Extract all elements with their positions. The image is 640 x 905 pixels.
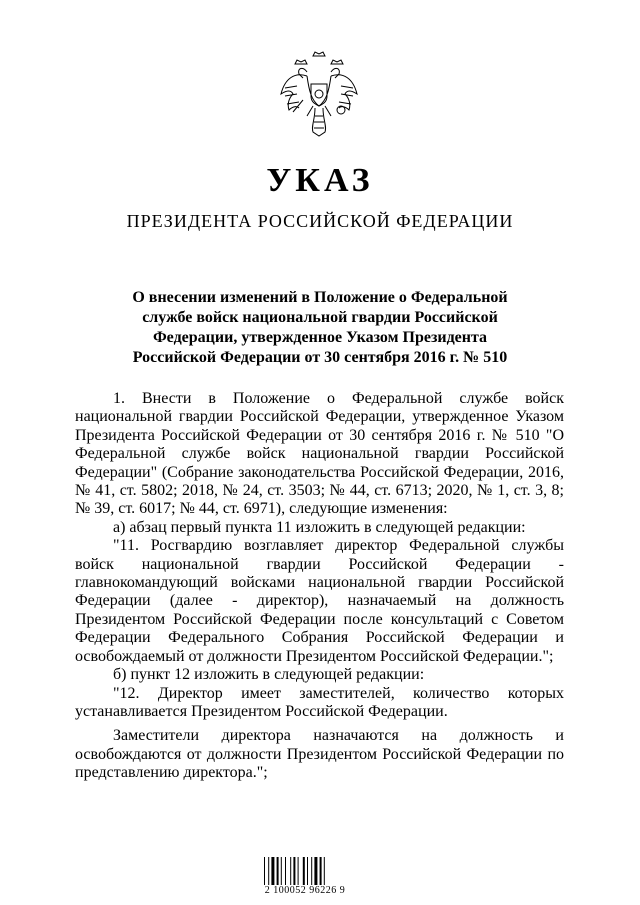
- body-paragraph: 1. Внести в Положение о Федеральной службе войск национальной гвардии Российской Федерации, утвержденное Указом Президента Российской Федерации от 30 сентября 2016 г. № 510 "О Федеральной службе войск национальной гвардии Российской Федерации" (Собрание законодательства Российской Федерации, 2016, № 41, ст. 5802; 2018, № 24, ст. 3503; № 44, ст. 6713; 2020, № 1, ст. 3, 8; № 39, ст. 6017; № 44, ст. 6971), следующие изменения:: [75, 390, 564, 518]
- document-type-title: УКАЗ: [266, 162, 374, 199]
- decree-body: [75, 390, 564, 783]
- heading-line: Российской Федерации от 30 сентября 2016 г. № 510: [132, 349, 508, 366]
- document-barcode: [262, 857, 348, 901]
- decree-heading: [95, 288, 545, 368]
- body-paragraph: а) абзац первый пункта 11 изложить в следующей редакции:: [113, 518, 526, 536]
- barcode-number: 2 100052 96226 9: [264, 885, 346, 896]
- body-paragraph: Заместители директора назначаются на должность и освобождаются от должности Президентом Российской Федерации по представлению директора.";: [75, 727, 564, 782]
- heading-line: О внесении изменений в Положение о Федеральной: [132, 289, 508, 306]
- coat-of-arms-icon: [277, 50, 361, 142]
- body-paragraph: б) пункт 12 изложить в следующей редакции:: [113, 666, 425, 684]
- issuer-subtitle: ПРЕЗИДЕНТА РОССИЙСКОЙ ФЕДЕРАЦИИ: [126, 211, 514, 231]
- heading-line: Федерации, утвержденное Указом Президента: [152, 329, 488, 346]
- body-paragraph: "12. Директор имеет заместителей, количество которых устанавливается Президентом Российской Федерации.: [75, 684, 564, 720]
- body-paragraph: "11. Росгвардию возглавляет директор Федеральной службы войск национальной гвардии Российской Федерации - главнокомандующий войсками национальной гвардии Российской Федерации (далее - директор), назначаемый на должность Президентом Российской Федерации после консультаций с Советом Федерации Федерального Собрания Российской Федерации и освобождаемый от должности Президентом Российской Федерации.";: [75, 537, 564, 665]
- barcode-icon: [262, 857, 348, 885]
- heading-line: службе войск национальной гвардии Российской: [142, 309, 498, 326]
